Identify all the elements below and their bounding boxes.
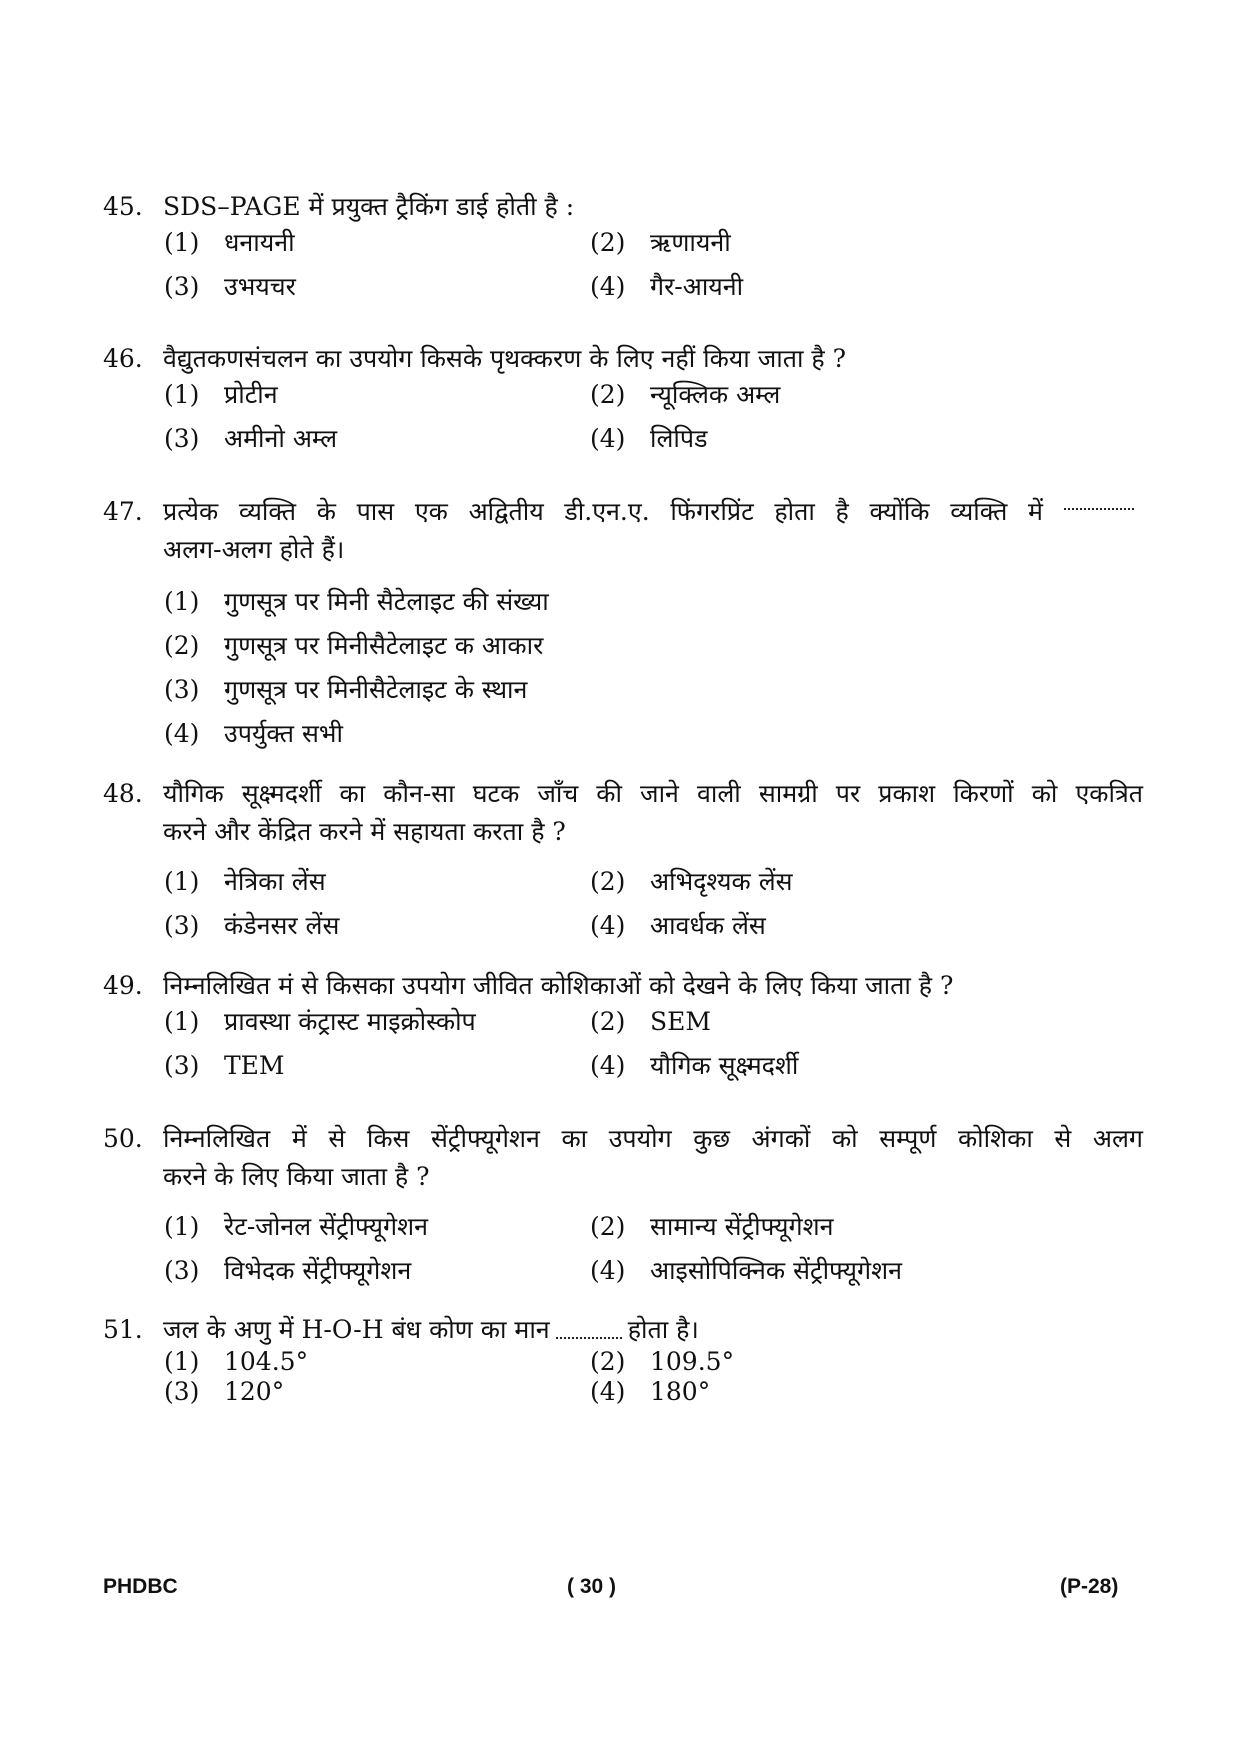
footer-series: (P-28) bbox=[1060, 1575, 1119, 1598]
footer-code: PHDBC bbox=[103, 1575, 178, 1598]
option: (1) धनायनी bbox=[164, 228, 295, 257]
option: (3) कंडेनसर लेंस bbox=[164, 911, 340, 940]
option: (2) अभिदृश्यक लेंस bbox=[590, 867, 793, 896]
option: (2) 109.5° bbox=[590, 1347, 735, 1376]
question-48 bbox=[0, 770, 1241, 940]
option: (3) उभयचर bbox=[164, 272, 296, 301]
option: (2) गुणसूत्र पर मिनीसैटेलाइट क आकार bbox=[164, 631, 544, 660]
question-50 bbox=[0, 1115, 1241, 1285]
option: (2) SEM bbox=[590, 1007, 711, 1036]
question-text-cont: करने के लिए किया जाता है ? bbox=[163, 1162, 430, 1191]
option: (1) प्रोटीन bbox=[164, 380, 278, 409]
question-number: 45. bbox=[103, 192, 143, 221]
question-text: यौगिक सूक्ष्मदर्शी का कौन-सा घटक जाँच की जाने वाली सामग्री पर प्रकाश किरणों को एकत्रित bbox=[163, 779, 1143, 808]
question-46 bbox=[0, 335, 1241, 453]
option: (1) नेत्रिका लेंस bbox=[164, 867, 326, 896]
option: (4) आवर्धक लेंस bbox=[590, 911, 766, 940]
question-49 bbox=[0, 962, 1241, 1080]
option: (2) ऋणायनी bbox=[590, 228, 731, 257]
option: (1) प्रावस्था कंट्रास्ट माइक्रोस्कोप bbox=[164, 1007, 476, 1036]
option: (2) न्यूक्लिक अम्ल bbox=[590, 380, 781, 409]
question-number: 48. bbox=[103, 779, 143, 808]
option: (1) गुणसूत्र पर मिनी सैटेलाइट की संख्या bbox=[164, 587, 549, 616]
option: (4) गैर-आयनी bbox=[590, 272, 744, 301]
option: (1) रेट-जोनल सेंट्रीफ्यूगेशन bbox=[164, 1212, 428, 1241]
option: (3) गुणसूत्र पर मिनीसैटेलाइट के स्थान bbox=[164, 675, 528, 704]
option: (4) यौगिक सूक्ष्मदर्शी bbox=[590, 1051, 799, 1080]
option: (1) 104.5° bbox=[164, 1347, 309, 1376]
option: (4) उपर्युक्त सभी bbox=[164, 719, 343, 748]
question-number: 46. bbox=[103, 344, 143, 373]
option: (2) सामान्य सेंट्रीफ्यूगेशन bbox=[590, 1212, 834, 1241]
question-number: 47. bbox=[103, 497, 143, 526]
question-text: वैद्युतकणसंचलन का उपयोग किसके पृथक्करण के लिए नहीं किया जाता है ? bbox=[163, 344, 847, 373]
option: (3) 120° bbox=[164, 1377, 285, 1406]
blank-dots bbox=[1064, 496, 1134, 510]
question-text: जल के अणु में H-O-H बंध कोण का मान होता है। bbox=[163, 1315, 699, 1344]
question-number: 51. bbox=[103, 1315, 143, 1344]
question-text-cont: करने और केंद्रित करने में सहायता करता है ? bbox=[163, 817, 566, 846]
question-number: 50. bbox=[103, 1124, 143, 1153]
question-51 bbox=[0, 1306, 1241, 1406]
question-text-cont: अलग-अलग होते हैं। bbox=[163, 535, 345, 564]
blank-dots bbox=[556, 1325, 622, 1339]
option: (4) लिपिड bbox=[590, 424, 708, 453]
option: (4) 180° bbox=[590, 1377, 711, 1406]
question-text: निम्नलिखित मं से किसका उपयोग जीवित कोशिकाओं को देखने के लिए किया जाता है ? bbox=[163, 971, 954, 1000]
question-text: निम्नलिखित में से किस सेंट्रीफ्यूगेशन का उपयोग कुछ अंगकों को सम्पूर्ण कोशिका से अलग bbox=[163, 1124, 1143, 1153]
page-number: ( 30 ) bbox=[567, 1575, 617, 1598]
option: (3) अमीनो अम्ल bbox=[164, 424, 338, 453]
question-47 bbox=[0, 488, 1241, 748]
question-text: प्रत्येक व्यक्ति के पास एक अद्वितीय डी.एन.ए. फिंगरप्रिंट होता है क्योंकि व्यक्ति में bbox=[163, 497, 1043, 526]
option: (4) आइसोपिक्निक सेंट्रीफ्यूगेशन bbox=[590, 1256, 902, 1285]
question-text: SDS–PAGE में प्रयुक्त ट्रैकिंग डाई होती है : bbox=[163, 192, 575, 221]
question-45 bbox=[0, 183, 1241, 301]
option: (3) विभेदक सेंट्रीफ्यूगेशन bbox=[164, 1256, 412, 1285]
question-number: 49. bbox=[103, 971, 143, 1000]
option: (3) TEM bbox=[164, 1051, 285, 1080]
